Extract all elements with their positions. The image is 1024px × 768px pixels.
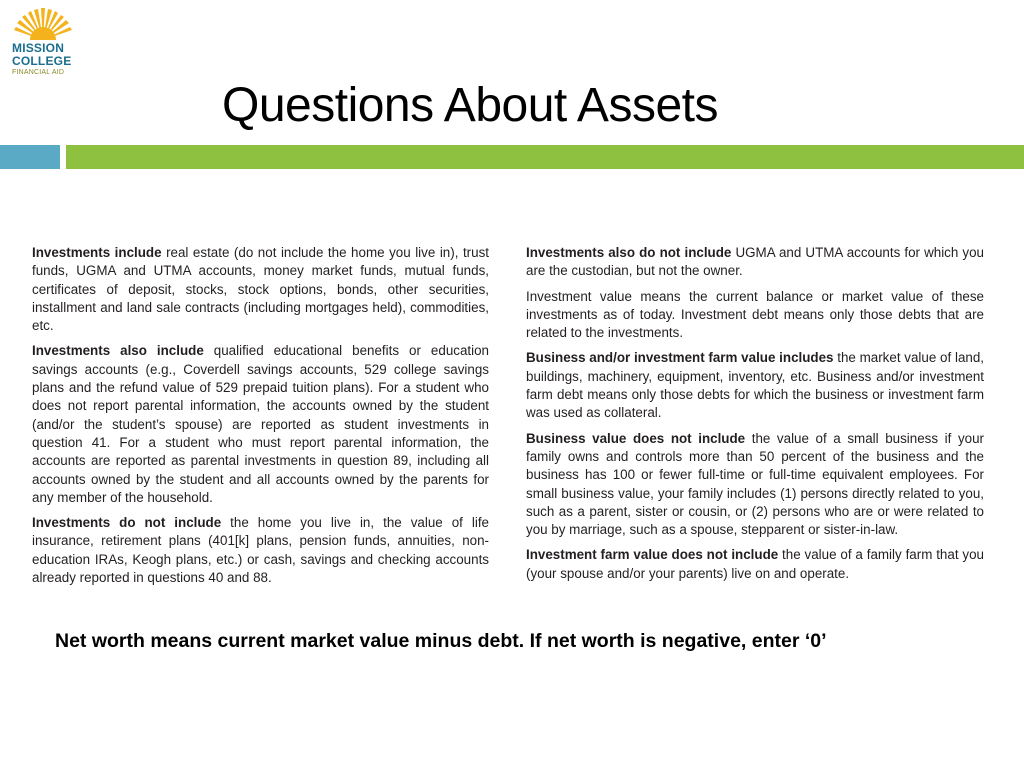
paragraph-text: Investment value means the current balance or market value of these investments as of today. Investment debt means only those debts that are related to the investments.: [526, 288, 984, 341]
mission-college-logo: [8, 6, 78, 86]
paragraph-lead: Business and/or investment farm value includes: [526, 350, 834, 366]
paragraph-text: the value of a family farm that you (your spouse and/or your parents) live on and operate.: [526, 547, 984, 581]
paragraph: [526, 244, 984, 281]
paragraph-text: the home you live in, the value of life insurance, retirement plans (401[k] plans, pension funds, annuities, non-education IRAs, Keogh plans, etc.) or cash, savings and checking accounts already reported in questions 40 and 88.: [32, 515, 489, 586]
net-worth-note: Net worth means current market value minus debt. If net worth is negative, enter ‘0’: [55, 630, 827, 652]
paragraph-lead: Investments also include: [32, 343, 204, 359]
paragraph-lead: Investments do not include: [32, 515, 222, 531]
logo-line-1: MISSION: [12, 41, 65, 55]
paragraph: [526, 288, 984, 343]
paragraph-text: real estate (do not include the home you live in), trust funds, UGMA and UTMA accounts, money market funds, mutual funds, certificates of deposit, stocks, stock options, bonds, other securities, installment and land sale contracts (including mortgages held), commodities, etc.: [32, 245, 489, 334]
paragraph: [32, 342, 489, 507]
paragraph-text: qualified educational benefits or education savings accounts (e.g., Coverdell savings accounts, 529 college savings plans and the refund value of 529 prepaid tuition plans). For a student who does not report parental information, the accounts owned by the student (and/or the student’s spouse) are reported as student investments in question 41. For a student who must report parental information, the accounts are reported as parental investments in question 89, including all accounts owned by the student and all accounts owned by the parents for any member of the household.: [32, 343, 489, 505]
slide-title: Questions About Assets: [222, 79, 718, 132]
paragraph: [32, 514, 489, 587]
paragraph: [526, 546, 984, 583]
paragraph-lead: Investment farm value does not include: [526, 547, 779, 563]
paragraph-lead: Investments include: [32, 245, 162, 260]
sunburst-icon: [12, 6, 74, 40]
paragraph: [526, 430, 984, 540]
paragraph: [32, 244, 489, 335]
logo-line-2: COLLEGE: [12, 54, 72, 68]
paragraph-text: the market value of land, buildings, machinery, equipment, inventory, etc. Business and/or investment farm debt means only those debts for which the business or investment farm was used as collateral.: [526, 350, 985, 421]
left-text-column: [32, 244, 489, 594]
paragraph: [526, 349, 984, 422]
green-accent-bar: [66, 145, 1024, 169]
paragraph-lead: Business value does not include: [526, 430, 746, 446]
logo-line-3: FINANCIAL AID: [12, 69, 65, 76]
right-text-column: [526, 244, 984, 590]
paragraph-lead: Investments also do not include: [526, 245, 732, 260]
paragraph-text: UGMA and UTMA accounts for which you are the custodian, but not the owner.: [526, 245, 985, 279]
teal-accent-bar: [0, 145, 60, 169]
paragraph-text: the value of a small business if your family owns and controls more than 50 percent of the business and the business has 100 or fewer full-time or full-time equivalent employees. For small business value, your family includes (1) persons directly related to you, such as a parent, sister or cousin, or (2) persons who are or were related to you by marriage, such as a spouse, stepparent or sister-in-law.: [526, 430, 984, 538]
